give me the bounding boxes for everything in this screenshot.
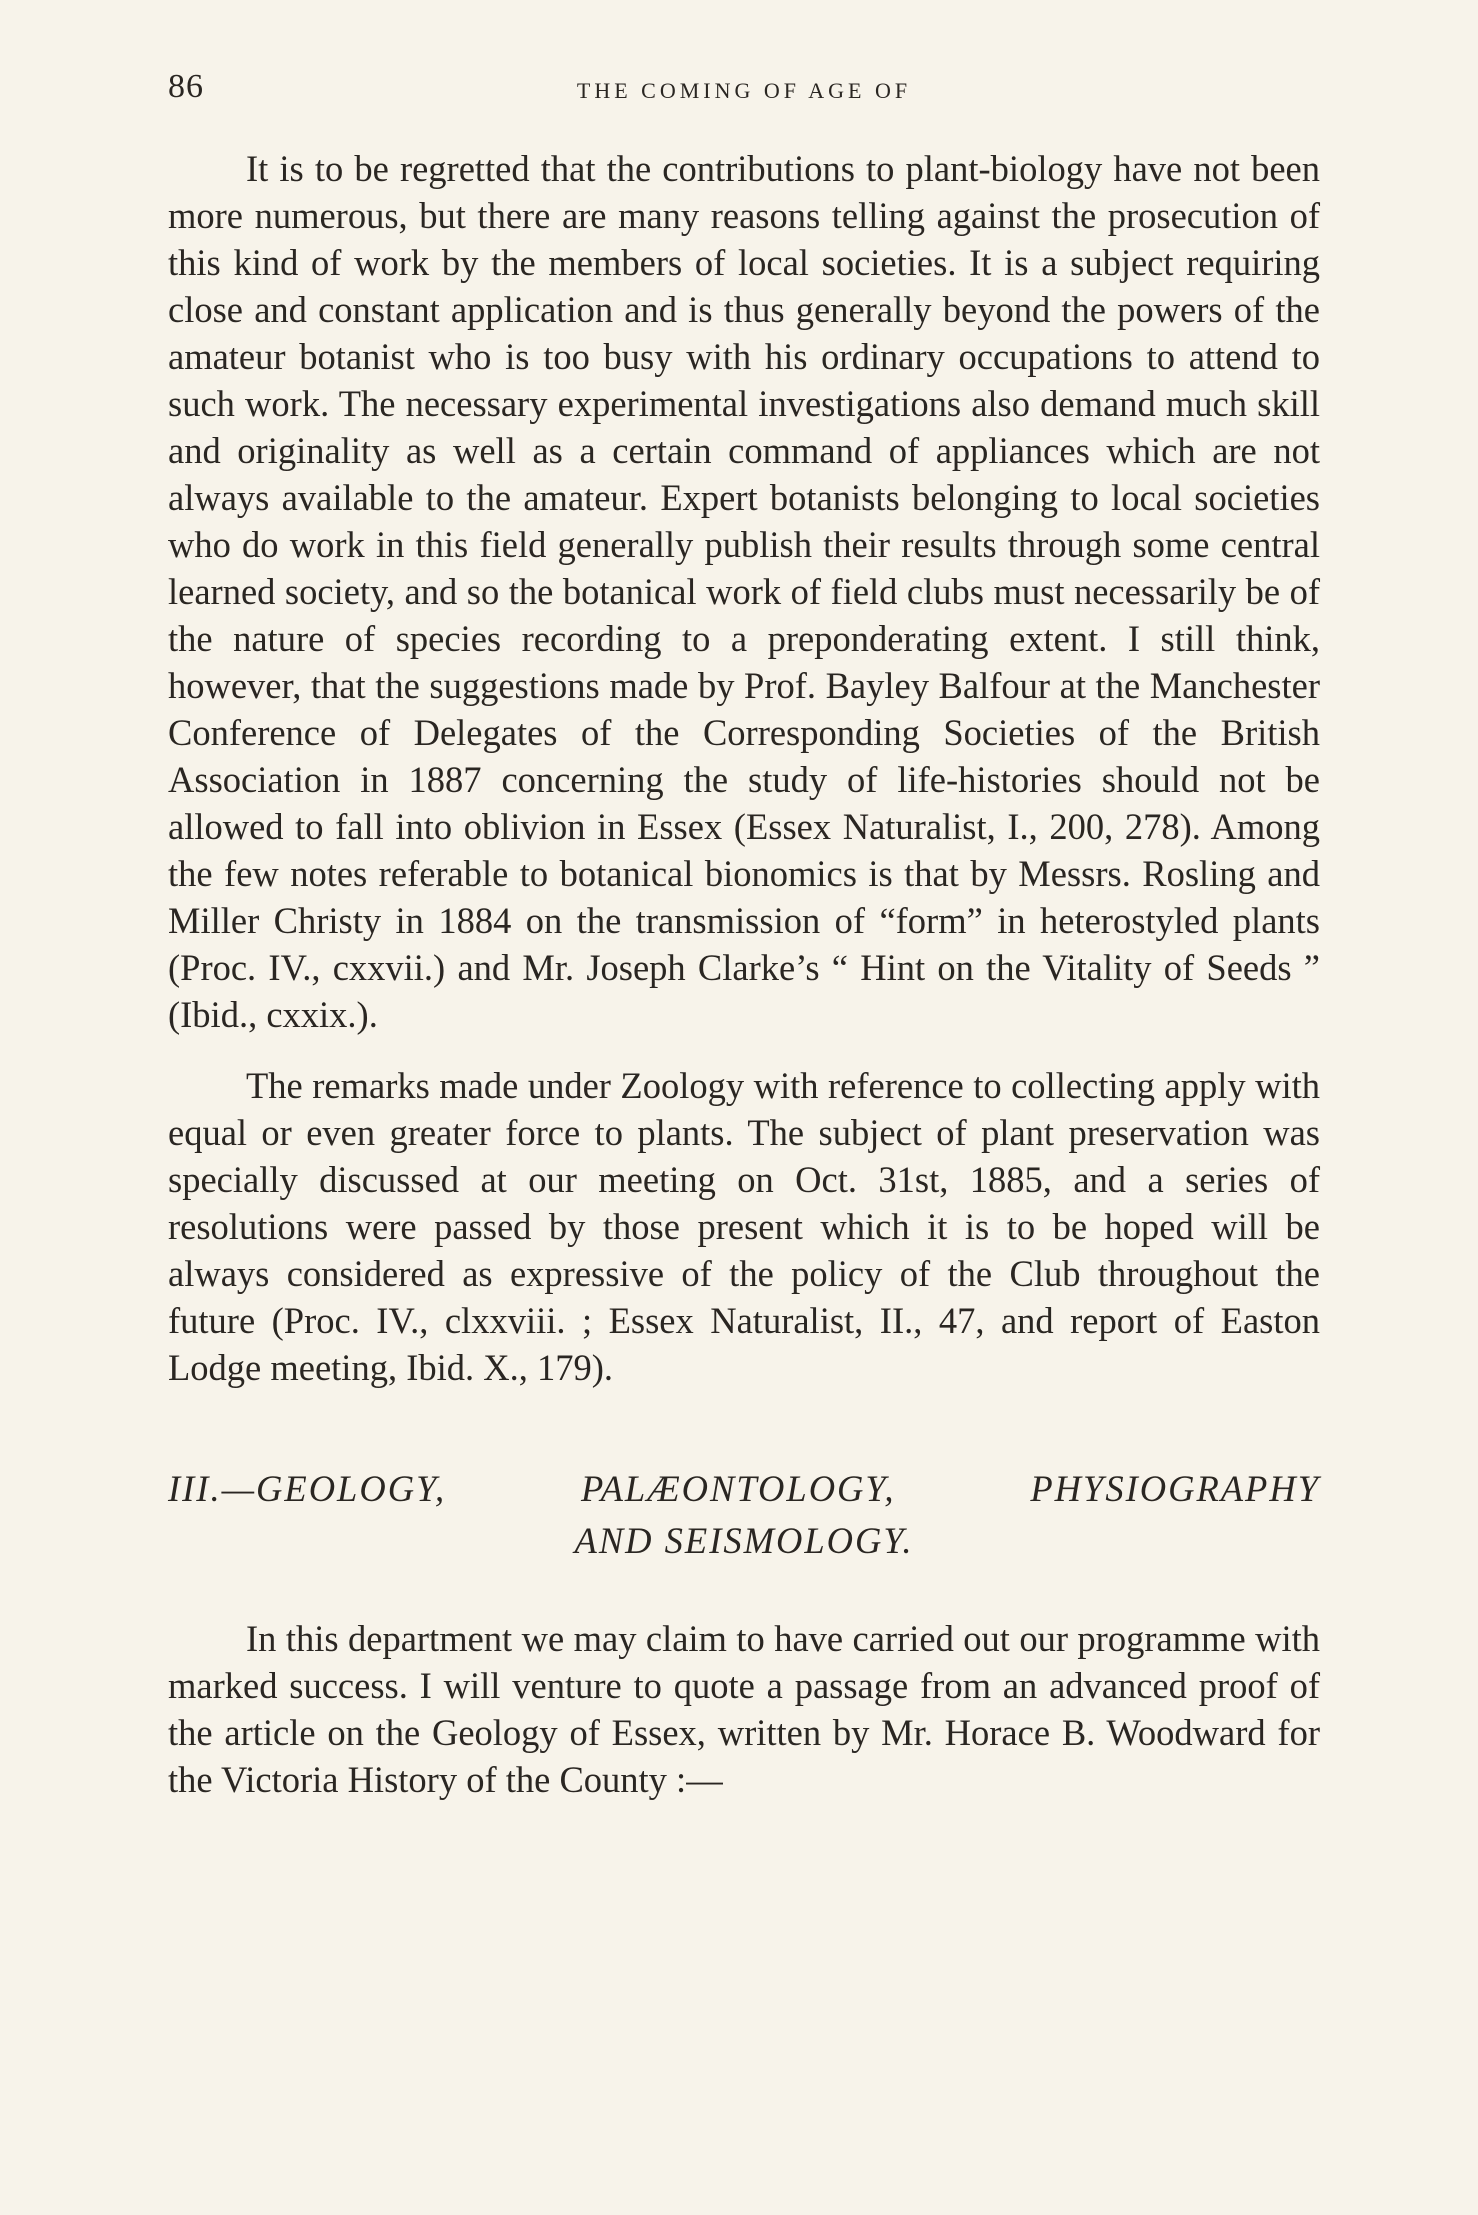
section-heading bbox=[168, 1463, 1320, 1567]
page-number: 86 bbox=[168, 68, 204, 105]
heading-word: PALÆONTOLOGY, bbox=[581, 1468, 896, 1509]
paragraph-plant-biology: It is to be regretted that the contributions to plant-biology have not been more numerous, but there are many reasons telling against the prosecution of this kind of work by the members of local societies. It is a subject requiring close and constant application and is thus generally beyond the powers of the amateur botanist who is too busy with his ordinary occupations to attend to such work. The necessary experimental investigations also demand much skill and originality as well as a certain command of appliances which are not always available to the amateur. Expert botanists belonging to local societies who do work in this field generally publish their results through some central learned society, and so the botanical work of field clubs must necessarily be of the nature of species recording to a preponderating extent. I still think, however, that the suggestions made by Prof. Bayley Balfour at the Manchester Conference of Delegates of the Corresponding Societies of the British Association in 1887 concerning the study of life-histories should not be allowed to fall into oblivion in Essex (Essex Naturalist, I., 200, 278). Among the few notes referable to botanical bionomics is that by Messrs. Rosling and Miller Christy in 1884 on the transmission of “form” in heterostyled plants (Proc. IV., cxxvii.) and Mr. Joseph Clarke’s “ Hint on the Vitality of Seeds ” (Ibid., cxxix.). bbox=[168, 148, 1320, 1035]
paragraph-geology: In this department we may claim to have carried out our programme with marked success. I will venture to quote a passage from an advanced proof of the article on the Geology of Essex, written by Mr. Horace B. Woodward for the Victoria History of the County :— bbox=[168, 1618, 1320, 1800]
heading-word: PHYSIOGRAPHY bbox=[1030, 1468, 1320, 1509]
heading-word: III.—GEOLOGY, bbox=[168, 1468, 447, 1509]
paragraph-plant-preservation: The remarks made under Zoology with reference to collecting apply with equal or even greater force to plants. The subject of plant preservation was specially discussed at our meeting on Oct. 31st, 1885, and a series of resolutions were passed by those present which it is to be hoped will be always considered as expressive of the policy of the Club throughout the future (Proc. IV., clxxviii. ; Essex Naturalist, II., 47, and report of Easton Lodge meeting, Ibid. X., 179). bbox=[168, 1065, 1320, 1388]
running-head bbox=[168, 68, 1320, 118]
running-title: THE COMING OF AGE OF bbox=[576, 78, 912, 103]
body-text bbox=[168, 145, 1320, 1803]
section-heading-line-1 bbox=[168, 1463, 1320, 1515]
section-heading-line-2: AND SEISMOLOGY. bbox=[574, 1520, 914, 1561]
